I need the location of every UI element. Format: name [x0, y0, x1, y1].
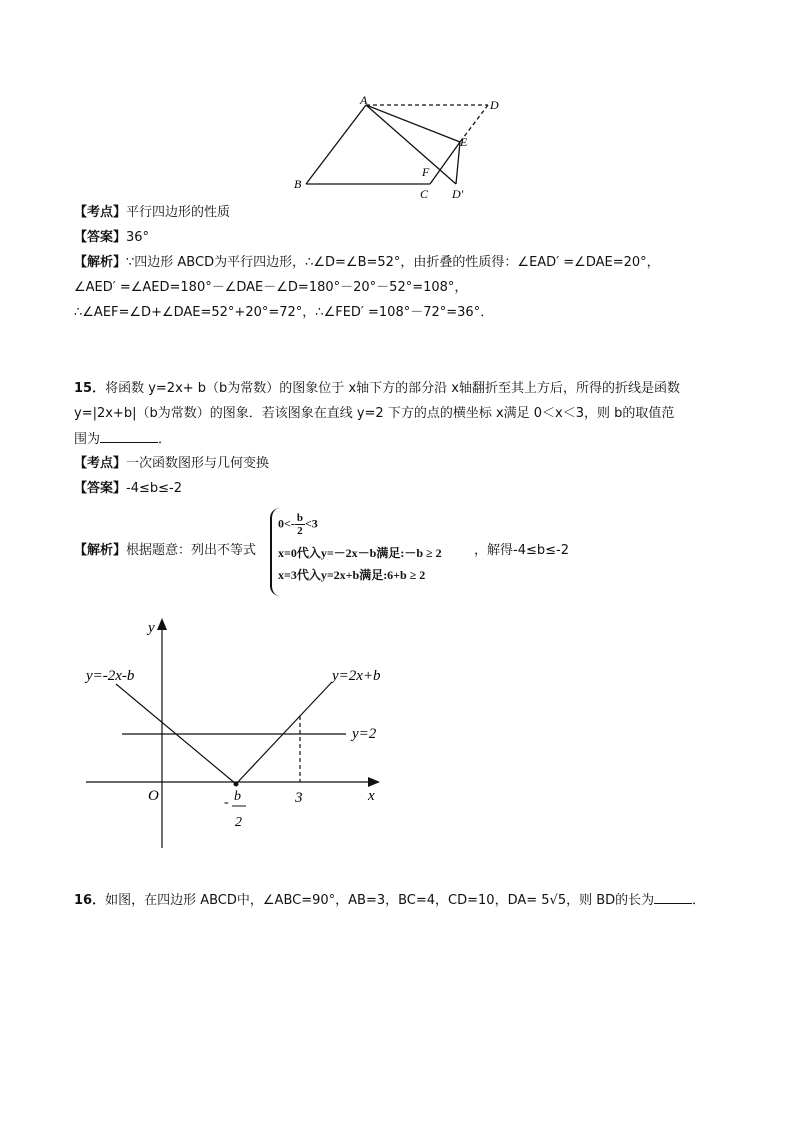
seg-AE [366, 105, 460, 142]
line-right [236, 682, 332, 784]
q14-daan [74, 229, 149, 247]
q15-text-3-end: ． [158, 432, 172, 447]
system-row-1: 0<- $\frac{b}{2}$ <3 [278, 512, 318, 537]
label-Dprime: D′ [452, 187, 464, 201]
inequality-system [270, 508, 472, 596]
jiexi-tag: 【解析】 [74, 255, 127, 270]
q14-jiexi-line2: ∠AED′ =∠AED=180°－∠DAE－∠D=180°－20°－52°=108°， [74, 280, 468, 295]
left-line-label: y=-2x-b [86, 668, 135, 684]
kaodian-text: 一次函数图形与几何变换 [126, 456, 270, 471]
y-axis-arrow [157, 618, 167, 630]
hline-label: y=2 [352, 726, 377, 742]
q16-line [74, 891, 705, 910]
kaodian-tag: 【考点】 [74, 205, 127, 220]
jiexi-text-1: ∵四边形 ABCD为平行四边形，∴∠D=∠B=52°，由折叠的性质得：∠EAD′ =∠DAE=20°， [126, 255, 660, 270]
origin-label: O [148, 788, 159, 804]
seg-AB [306, 105, 366, 184]
x-axis-label: x [368, 788, 375, 804]
q16-text: 如图，在四边形 ABCD中，∠ABC=90°，AB=3，BC=4，CD=10，DA= 5√5，则 BD的长为 [105, 893, 655, 908]
kaodian-text: 平行四边形的性质 [126, 205, 231, 220]
seg-ADp [366, 105, 456, 184]
label-B: B [294, 177, 302, 191]
label-C: C [420, 187, 429, 201]
daan-tag: 【答案】 [74, 230, 127, 245]
system-row-3: x=3代入y=2x+b满足:6+b ≥ 2 [278, 568, 426, 582]
daan-text: -4≤b≤-2 [126, 481, 182, 496]
label-D: D [490, 98, 499, 112]
label-E: E [460, 135, 468, 149]
q15-line2: y=|2x+b|（b为常数）的图象．若该图象在直线 y=2 下方的点的横坐标 x满足 0＜x＜3，则 b的取值范 [74, 406, 675, 421]
tick-3-label: 3 [295, 790, 303, 806]
q15-daan [74, 480, 182, 498]
vertex-minus: - [224, 795, 229, 810]
vertex-point [234, 782, 239, 787]
daan-tag: 【答案】 [74, 481, 127, 496]
q15-text-1: 将函数 y=2x+ b（b为常数）的图象位于 x轴下方的部分沿 x轴翻折至其上方后，所得的折线是函数 [105, 381, 680, 396]
label-F: F [422, 165, 430, 179]
label-A: A [360, 94, 368, 107]
kaodian-tag: 【考点】 [74, 456, 127, 471]
y-axis-label: y [148, 620, 155, 636]
q16-end: ． [692, 893, 706, 908]
q14-kaodian [74, 204, 230, 222]
q15-text-3: 围为 [74, 432, 101, 447]
q15-number: 15． [74, 381, 106, 396]
q16-answer-blank[interactable] [654, 891, 692, 904]
q14-jiexi-line1 [74, 254, 660, 272]
vertex-den: 2 [235, 815, 242, 830]
q15-function-graph [84, 612, 424, 848]
q15-jiexi-lead [74, 542, 256, 560]
q15-kaodian [74, 455, 269, 473]
q15-line1 [74, 380, 680, 398]
daan-text: 36° [126, 230, 150, 245]
q16-number: 16． [74, 893, 106, 908]
q14-parallelogram-figure [290, 94, 510, 206]
jiexi-tag: 【解析】 [74, 543, 127, 558]
x-axis-arrow [368, 777, 380, 787]
fraction-b-over-2: $\frac{b}{2}$ [296, 512, 303, 537]
q14-jiexi-line3: ∴∠AEF=∠D+∠DAE=52°+20°=72°，∴∠FED′ =108°－72°=36°． [74, 305, 494, 320]
q15-line3 [74, 430, 171, 449]
jiexi-lead-text: 根据题意：列出不等式 [126, 543, 257, 558]
system-row-2: x=0代入y=－2x－b满足:－b ≥ 2 [278, 546, 442, 560]
seg-CE [430, 142, 460, 184]
q15-jiexi-tail: ，解得-4≤b≤-2 [474, 543, 569, 558]
right-line-label: y=2x+b [332, 668, 381, 684]
vertex-num: b [234, 789, 241, 804]
q15-answer-blank[interactable] [100, 430, 158, 443]
